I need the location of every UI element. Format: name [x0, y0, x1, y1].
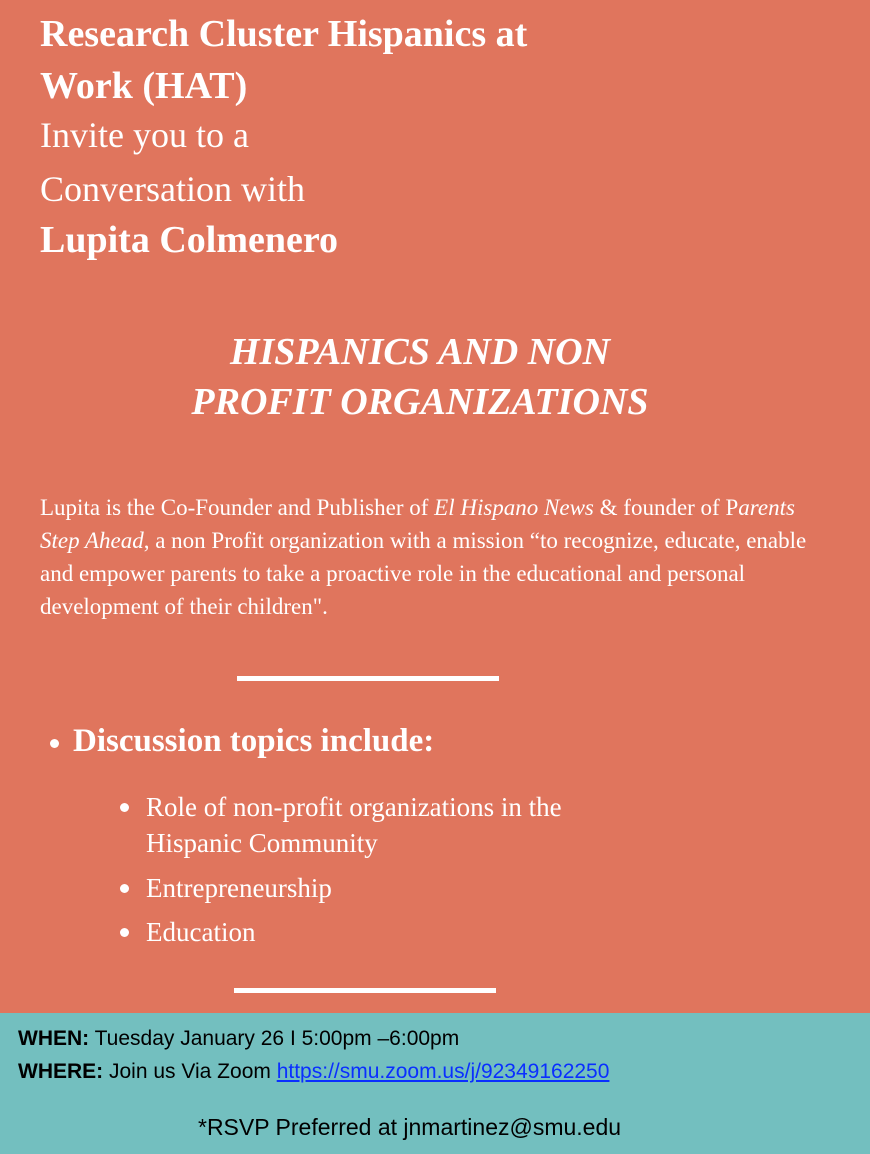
bullet-icon	[120, 884, 129, 893]
divider-top	[237, 676, 499, 681]
event-details-footer	[0, 1013, 870, 1154]
when-line	[18, 1027, 459, 1051]
where-label: WHERE:	[18, 1060, 104, 1083]
publication-name: El Hispano News	[434, 495, 594, 520]
bullet-icon	[120, 928, 129, 937]
topics-heading-text: Discussion topics include:	[73, 723, 435, 759]
speaker-bio	[40, 491, 830, 623]
topics-heading	[50, 719, 434, 763]
event-title-line-2: PROFIT ORGANIZATIONS	[191, 381, 649, 423]
organization-name: arents Step Ahead	[40, 495, 795, 553]
organizer-line-2: Work (HAT)	[40, 65, 248, 107]
event-title-line-1: HISPANICS AND NON	[229, 331, 611, 373]
bio-text-3: , a non Profit organization with a mission “to recognize, educate, enable and empower parents to take a proactive role in the educational and personal development of their children".	[40, 528, 807, 619]
where-value: Join us Via Zoom	[103, 1060, 277, 1083]
bullet-icon	[120, 803, 129, 812]
organizer-line-1: Research Cluster Hispanics at	[40, 13, 528, 55]
invite-line: Invite you to a	[40, 115, 249, 155]
bio-text-2: & founder of P	[593, 495, 739, 520]
topic-1-line-1: Role of non-profit organizations in the	[146, 792, 562, 822]
topic-2-text: Entrepreneurship	[146, 873, 332, 903]
bio-text-1: Lupita is the Co-Founder and Publisher of	[40, 495, 435, 520]
topic-3-text: Education	[146, 917, 256, 947]
rsvp-note: *RSVP Preferred at jnmartinez@smu.edu	[198, 1114, 622, 1140]
bullet-icon	[50, 739, 59, 748]
conversation-line: Conversation with	[40, 169, 305, 209]
where-line	[18, 1060, 609, 1084]
topic-1-line-2: Hispanic Community	[146, 828, 378, 858]
when-value: Tuesday January 26 I 5:00pm –6:00pm	[89, 1027, 460, 1050]
speaker-name: Lupita Colmenero	[40, 219, 339, 261]
zoom-link[interactable]: https://smu.zoom.us/j/92349162250	[276, 1060, 610, 1083]
when-label: WHEN:	[18, 1027, 90, 1050]
divider-bottom	[234, 988, 496, 993]
